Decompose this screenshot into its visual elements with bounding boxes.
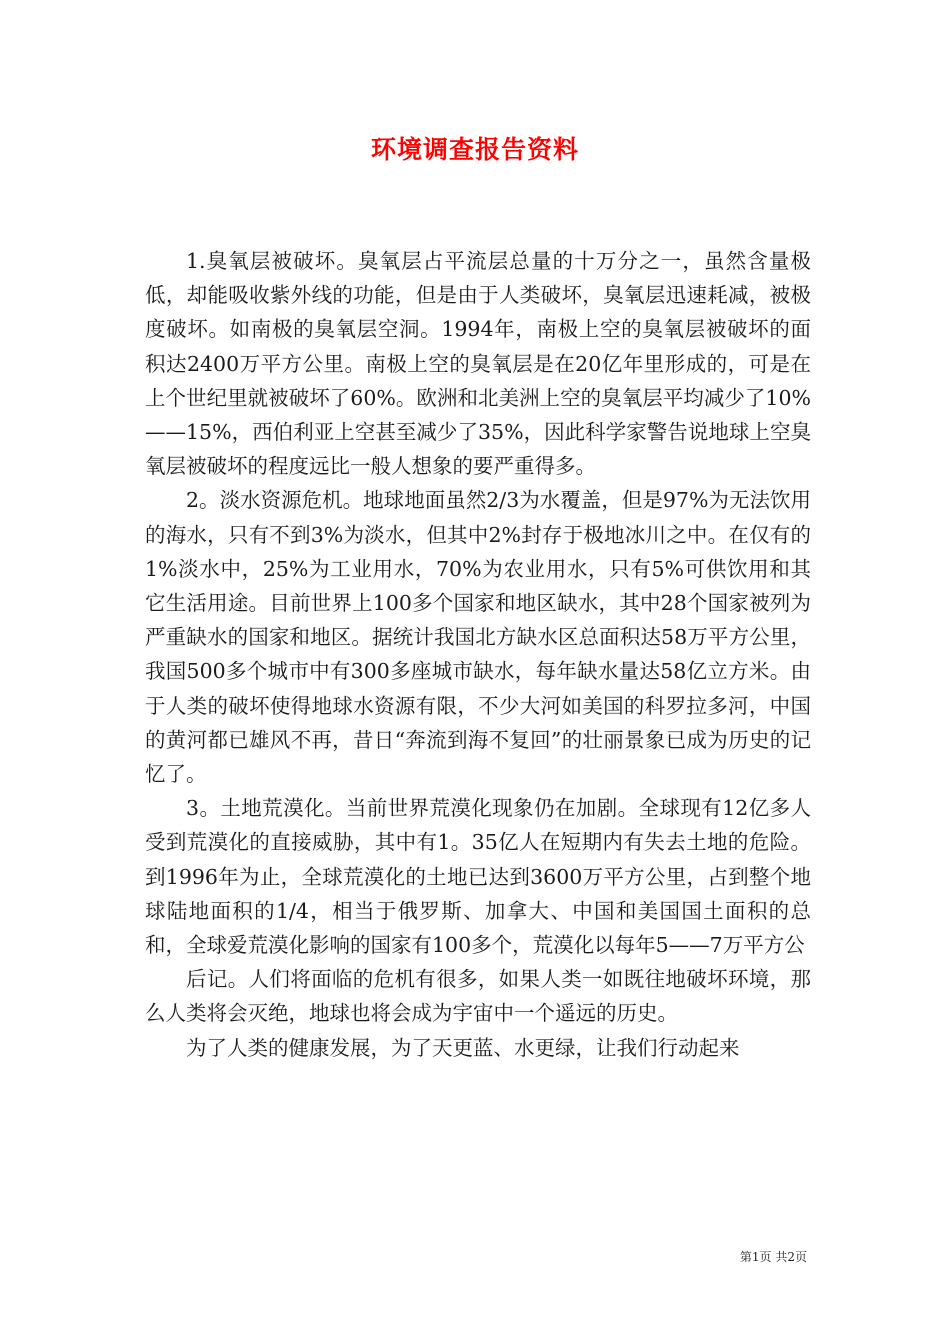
paragraph-call-to-action: 为了人类的健康发展，为了天更蓝、水更绿，让我们行动起来	[186, 1035, 740, 1060]
paragraph-ozone: 1.臭氧层被破坏。臭氧层占平流层总量的十万分之一，虽然含量极低，却能吸收紫外线的功能，但是由于人类破坏，臭氧层迅速耗减，被极度破坏。如南极的臭氧层空洞。1994年，南极上空的臭氧层被破坏的面积达2400万平方公里。南极上空的臭氧层是在20亿年里形成的，可是在上个世纪里就被破坏了60%。欧洲和北美洲上空的臭氧层平均减少了10%——15%，西伯利亚上空甚至减少了35%，因此科学家警告说地球上空臭氧层被破坏的程度远比一般人想象的要严重得多。	[145, 249, 811, 479]
paragraph-postscript: 后记。人们将面临的危机有很多，如果人类一如既往地破坏环境，那么人类将会灭绝，地球也将会成为宇宙中一个遥远的历史。	[145, 967, 811, 1026]
document-body	[145, 244, 811, 1065]
page-number: 第1页 共2页	[739, 1250, 807, 1264]
document-title: 环境调查报告资料	[370, 135, 579, 164]
paragraph-freshwater: 2。淡水资源危机。地球地面虽然2/3为水覆盖，但是97%为无法饮用的海水，只有不到3%为淡水，但其中2%封存于极地冰川之中。在仅有的1%淡水中，25%为工业用水，70%为农业用水，只有5%可供饮用和其它生活用途。目前世界上100多个国家和地区缺水，其中28个国家被列为严重缺水的国家和地区。据统计我国北方缺水区总面积达58万平方公里，我国500多个城市中有300多座城市缺水，每年缺水量达58亿立方米。由于人类的破坏使得地球水资源有限，不少大河如美国的科罗拉多河，中国的黄河都已雄风不再，昔日“奔流到海不复回”的壮丽景象已成为历史的记忆了。	[145, 488, 811, 787]
paragraph-desertification: 3。土地荒漠化。当前世界荒漠化现象仍在加剧。全球现有12亿多人受到荒漠化的直接威胁，其中有1。35亿人在短期内有失去土地的危险。到1996年为止，全球荒漠化的土地已达到3600万平方公里，占到整个地球陆地面积的1/4，相当于俄罗斯、加拿大、中国和美国国土面积的总和，全球爱荒漠化影响的国家有100多个，荒漠化以每年5——7万平方公	[145, 796, 811, 958]
